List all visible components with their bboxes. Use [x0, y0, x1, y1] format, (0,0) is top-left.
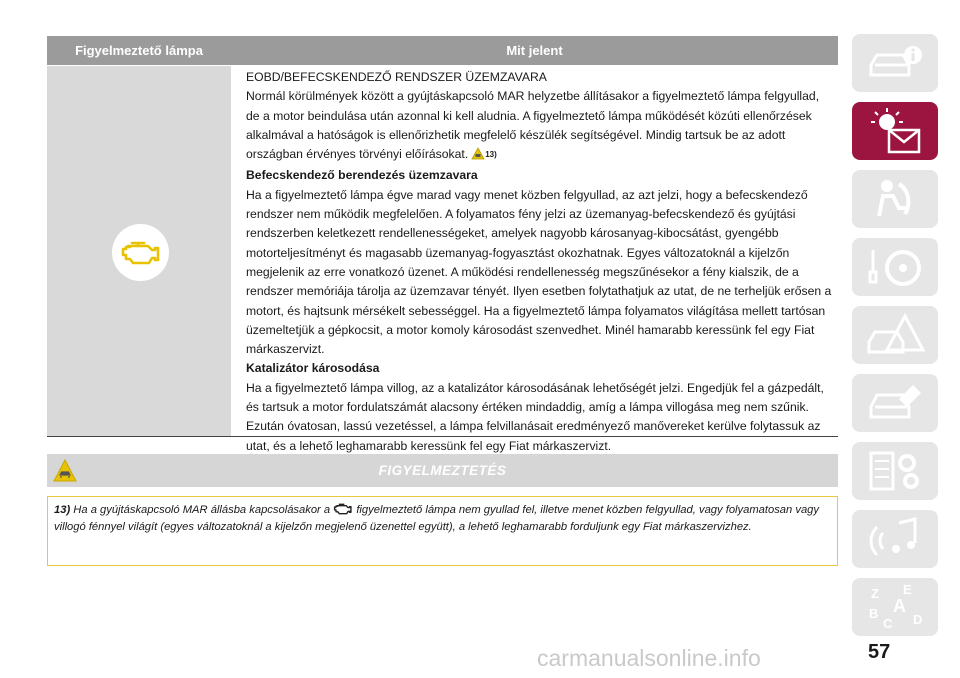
emergency-icon: [863, 312, 927, 358]
warning-body: [47, 496, 838, 566]
watermark: carmanualsonline.info: [537, 645, 761, 671]
warning-triangle-icon: [471, 147, 485, 166]
tab-index[interactable]: [852, 578, 938, 636]
tab-technical-data[interactable]: [852, 442, 938, 500]
svg-text:A: A: [893, 596, 906, 616]
starting-driving-icon: [863, 244, 927, 290]
page-number: 57: [868, 641, 891, 663]
paragraph-catalyst-damage: Ha a figyelmeztető lámpa villog, az a katalizátor károsodásának lehetőségét jelzi. Engedjük fel a gázpedált, és tartsuk a motor fordulatszámát alacsony értéken mindaddig, amíg a lámpa villogása meg nem szűnik. Ezután óvatosan, lassú vezetéssel, a lámpa felvillanásait eredményező manővereket kerülve folytassuk az utat, és a lehető leghamarabb keressünk fel egy Fiat márkaszervizt.: [246, 380, 824, 453]
engine-check-icon: [112, 224, 169, 281]
warning-number: 13): [54, 504, 71, 516]
warning-text-before: Ha a gyújtáskapcsoló MAR állásba kapcsolásakor a: [73, 504, 331, 516]
multimedia-icon: [863, 515, 927, 563]
safety-icon: [865, 176, 925, 222]
header-meaning: Mit jelent: [506, 43, 563, 58]
warning-lights-icon: [863, 106, 927, 156]
tab-multimedia[interactable]: [852, 510, 938, 568]
tab-safety[interactable]: [852, 170, 938, 228]
warning-banner: [47, 454, 838, 487]
tab-warning-lights[interactable]: [852, 102, 938, 160]
paragraph-injection-fault: Ha a figyelmeztető lámpa égve marad vagy menet közben felgyullad, az azt jelzi, hogy a befecskendező rendszer nem működik megfelelően. A folyamatos fény jelzi az üzemanyag-befecskendező és gyújtási rendszerben keletkezett rendellenességeket, amelyek nagyobb károsanyag-kibocsátást, gyengébb motorteljesítményt és magasabb üzemanyag-fogyasztást okozhatnak. Egyes változatoknál a kijelzőn megjelenik az erre vonatkozó üzenet. A működési rendellenesség megszűnésekor a fény kialszik, de a rendszer memóriája tárolja az üzemzavar tényét. Ilyen esetben folytathatjuk az utat, de ne terheljük erősen a motort, és hajtsunk mérsékelt sebességgel. Ha a figyelmeztető lámpa folyamatos világítása mellett tartósan üzemeltetjük a gépkocsit, a motor komoly károsodást szenvedhet. Minél hamarabb keressünk fel egy Fiat márkaszervizt.: [246, 187, 832, 357]
svg-text:C: C: [883, 616, 893, 631]
car-info-icon: [863, 41, 927, 85]
table-header: [47, 36, 838, 65]
maintenance-icon: [863, 381, 927, 425]
footnote-ref: 13): [485, 150, 497, 160]
section-title: EOBD/BEFECSKENDEZŐ RENDSZER ÜZEMZAVARA: [246, 70, 547, 84]
tab-emergency[interactable]: [852, 306, 938, 364]
tab-car-info[interactable]: [852, 34, 938, 92]
warning-text-after: figyelmeztető lámpa nem gyullad fel, illetve menet közben felgyullad, vagy folyamatosan vagy villogó fénnyel világít (egyes változatoknál a kijelzőn megjelenő üzenettel együtt), a lehető leghamarabb forduljunk egy Fiat márkaszervizhez.: [54, 504, 819, 533]
paragraph-normal-operation: [246, 87, 836, 166]
table-bottom-divider: [47, 436, 838, 437]
heading-injection-fault: Befecskendező berendezés üzemzavara: [246, 168, 478, 183]
tab-maintenance[interactable]: [852, 374, 938, 432]
tab-starting-driving[interactable]: [852, 238, 938, 296]
technical-data-icon: [863, 447, 927, 495]
heading-catalyst-damage: Katalizátor károsodása: [246, 361, 380, 376]
svg-text:B: B: [869, 606, 879, 621]
paragraph-text: Normál körülmények között a gyújtáskapcsoló MAR helyzetbe állításakor a figyelmeztető lámpa felgyullad, de a motor beindulása után azonnal ki kell aludnia. A figyelmeztető lámpa működését közúti ellenőrzések alkalmával a hatóságok is ellenőrizhetik megfelelő készülék segítségével. Mindig tartsuk be az adott országban érvényes törvényi előírásokat.: [246, 89, 820, 162]
index-icon: [863, 582, 927, 632]
svg-text:D: D: [913, 612, 923, 627]
svg-text:Z: Z: [871, 586, 879, 601]
meaning-content: [246, 68, 836, 456]
engine-check-icon: [333, 502, 353, 521]
warning-title: FIGYELMEZTETÉS: [378, 463, 507, 478]
svg-text:E: E: [903, 582, 912, 597]
header-warning-lamp: Figyelmeztető lámpa: [75, 43, 203, 58]
lamp-column: [47, 66, 231, 437]
